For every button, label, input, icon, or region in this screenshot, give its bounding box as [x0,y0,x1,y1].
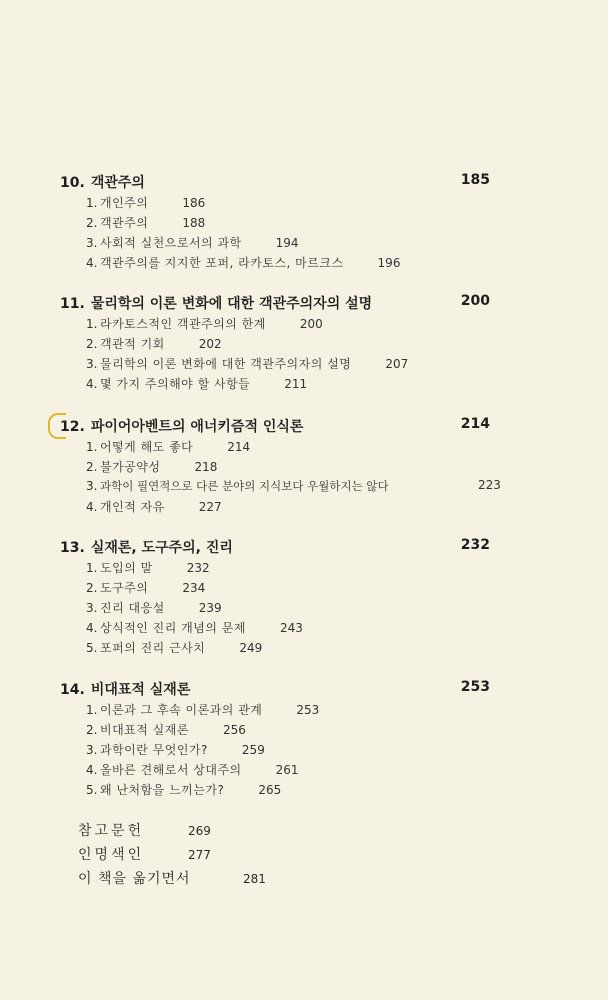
section-entry [86,335,490,355]
section-number: 3. [86,479,98,493]
chapter-11 [60,293,490,395]
section-title: 상식적인 진리 개념의 문제 [100,621,246,635]
section-entry [86,438,490,458]
section-page: 196 [377,256,401,270]
section-title: 도구주의 [100,581,149,595]
chapter-page: 214 [460,416,490,432]
section-page: 186 [182,196,206,210]
section-number: 4. [86,621,98,635]
section-number: 4. [86,256,98,270]
section-number: 4. [86,377,98,391]
section-page: 202 [198,337,222,351]
section-number: 1. [86,196,98,210]
section-entry [86,478,501,498]
section-title: 진리 대응설 [100,601,165,615]
section-page: 188 [182,216,206,230]
section-number: 5. [86,783,98,797]
chapter-title: 파이어아벤트의 애너키즘적 인식론 [90,419,304,435]
section-page: 211 [284,377,308,391]
section-entry [86,721,490,741]
section-page: 253 [296,703,320,717]
section-page: 232 [186,561,210,575]
chapter-page: 185 [460,172,490,188]
section-page: 194 [275,236,299,250]
section-page: 223 [478,478,501,492]
section-title: 라카토스적인 객관주의의 한계 [100,317,266,331]
chapter-page: 253 [460,679,490,695]
back-matter [78,820,266,892]
chapter-number: 12. [60,419,85,435]
section-title: 이론과 그 후속 이론과의 관계 [100,703,263,717]
chapter-number: 13. [60,540,85,556]
section-page: 214 [227,440,251,454]
section-number: 1. [86,440,98,454]
section-page: 207 [385,357,409,371]
chapter-page: 200 [460,293,490,309]
section-title: 물리학의 이론 변화에 대한 객관주의자의 설명 [100,357,352,371]
back-matter-title: 이 책을 옮기면서 [78,871,191,887]
section-number: 3. [86,236,98,250]
section-number: 2. [86,581,98,595]
section-page: 261 [275,763,299,777]
chapter-10 [60,172,490,274]
section-entry [86,458,490,478]
section-title: 사회적 실천으로서의 과학 [100,236,242,250]
section-title: 올바른 견해로서 상대주의 [100,763,242,777]
section-title: 개인적 자유 [100,500,165,514]
section-title: 포퍼의 진리 근사치 [100,641,206,655]
chapter-heading [60,172,490,194]
back-matter-page: 269 [188,824,211,838]
chapter-page: 232 [460,537,490,553]
section-number: 3. [86,357,98,371]
chapter-heading [60,293,490,315]
chapter-12 [60,416,501,518]
section-title: 몇 가지 주의해야 할 사항들 [100,377,251,391]
section-page: 200 [299,317,323,331]
section-number: 2. [86,460,98,474]
section-entry [86,214,490,234]
section-page: 218 [194,460,218,474]
back-matter-item [78,820,266,844]
section-title: 어떻게 해도 좋다 [100,440,194,454]
chapter-heading [60,679,490,701]
section-entry [86,599,490,619]
back-matter-page: 281 [243,872,266,886]
section-number: 2. [86,216,98,230]
chapter-heading [60,416,490,438]
section-title: 과학이 필연적으로 다른 분야의 지식보다 우월하지는 않다 [100,479,389,493]
section-page: 259 [241,743,265,757]
section-number: 5. [86,641,98,655]
section-page: 265 [258,783,282,797]
section-entry [86,355,490,375]
section-title: 과학이란 무엇인가? [100,743,208,757]
chapter-title: 물리학의 이론 변화에 대한 객관주의자의 설명 [90,296,373,312]
chapter-13 [60,537,490,659]
chapter-number: 10. [60,175,85,191]
back-matter-item [78,844,266,868]
section-entry [86,559,490,579]
section-number: 3. [86,601,98,615]
section-number: 4. [86,763,98,777]
section-entry [86,194,490,214]
chapter-title: 객관주의 [90,175,145,191]
section-page: 234 [182,581,206,595]
section-title: 불가공약성 [100,460,161,474]
section-number: 3. [86,743,98,757]
section-number: 1. [86,561,98,575]
chapter-title: 실재론, 도구주의, 진리 [90,540,233,556]
chapter-number: 14. [60,682,85,698]
chapter-heading [60,537,490,559]
section-title: 객관적 기회 [100,337,165,351]
section-entry [86,375,490,395]
section-title: 비대표적 실재론 [100,723,189,737]
section-entry [86,619,490,639]
section-entry [86,315,490,335]
section-page: 239 [198,601,222,615]
section-entry [86,741,490,761]
section-number: 2. [86,723,98,737]
back-matter-title: 참고문헌 [78,823,145,839]
section-page: 227 [198,500,222,514]
section-number: 1. [86,703,98,717]
chapter-14 [60,679,490,801]
section-entry [86,498,490,518]
back-matter-item [78,868,266,892]
section-title: 도입의 말 [100,561,153,575]
section-number: 1. [86,317,98,331]
section-entry [86,781,490,801]
back-matter-title: 인명색인 [78,847,145,863]
section-title: 왜 난처함을 느끼는가? [100,783,225,797]
section-number: 4. [86,500,98,514]
section-entry [86,234,490,254]
section-entry [86,761,490,781]
section-page: 249 [239,641,263,655]
section-entry [86,579,490,599]
section-title: 객관주의 [100,216,149,230]
section-number: 2. [86,337,98,351]
section-page: 243 [279,621,303,635]
section-title: 개인주의 [100,196,149,210]
section-entry [86,701,490,721]
section-title: 객관주의를 지지한 포퍼, 라카토스, 마르크스 [100,256,344,270]
chapter-number: 11. [60,296,85,312]
section-entry [86,254,490,274]
section-page: 256 [222,723,246,737]
section-entry [86,639,490,659]
back-matter-page: 277 [188,848,211,862]
chapter-title: 비대표적 실재론 [90,682,191,698]
